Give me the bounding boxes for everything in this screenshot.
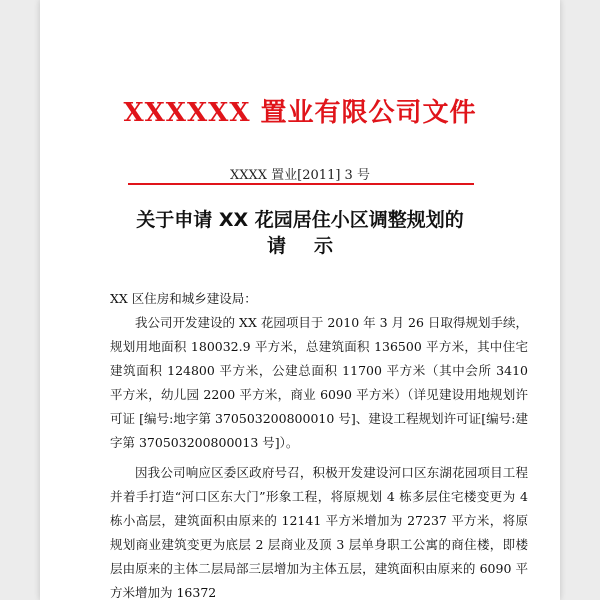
recipient-line: XX 区住房和城乡建设局： [110, 291, 257, 306]
document-body [110, 287, 528, 600]
document-subject [40, 207, 560, 259]
body-paragraph-2: 因我公司响应区委区政府号召，积极开发建设河口区东湖花园项目工程并着手打造“河口区东大门”形象工程，将原规划 4 栋多层住宅楼变更为 4 栋小高层，建筑面积由原来的 12141 平方米增加为 27237 平方米，将原规划商业建筑变更为底层 2 层商业及顶 3 层单身职工公寓的商住楼，即楼层由原来的主体二层局部三层增加为主体五层，建筑面积由原来的 6090 平方米增加为 16372 [110, 465, 528, 600]
subject-line-1: 关于申请 XX 花园居住小区调整规划的 [136, 209, 464, 231]
body-paragraph-1: 我公司开发建设的 XX 花园项目于 2010 年 3 月 26 日取得规划手续，规划用地面积 180032.9 平方米，总建筑面积 136500 平方米，其中住宅建筑面积 124800 平方米，公建总面积 11700 平方米（其中会所 3410 平方米，幼儿园 2200 平方米，商业 6090 平方米）（详见建设用地规划许可证 [编号:地字第 370503200800010 号]、建设工程规划许可证[编号:建字第 370503200800013 号]）。 [110, 315, 528, 450]
header-divider [128, 183, 474, 185]
document-number: XXXX 置业[2011] 3 号 [230, 168, 370, 183]
subject-line-2: 请示 [266, 235, 361, 257]
document-page [40, 0, 560, 600]
document-header-title: XXXXXX 置业有限公司文件 [123, 98, 477, 128]
